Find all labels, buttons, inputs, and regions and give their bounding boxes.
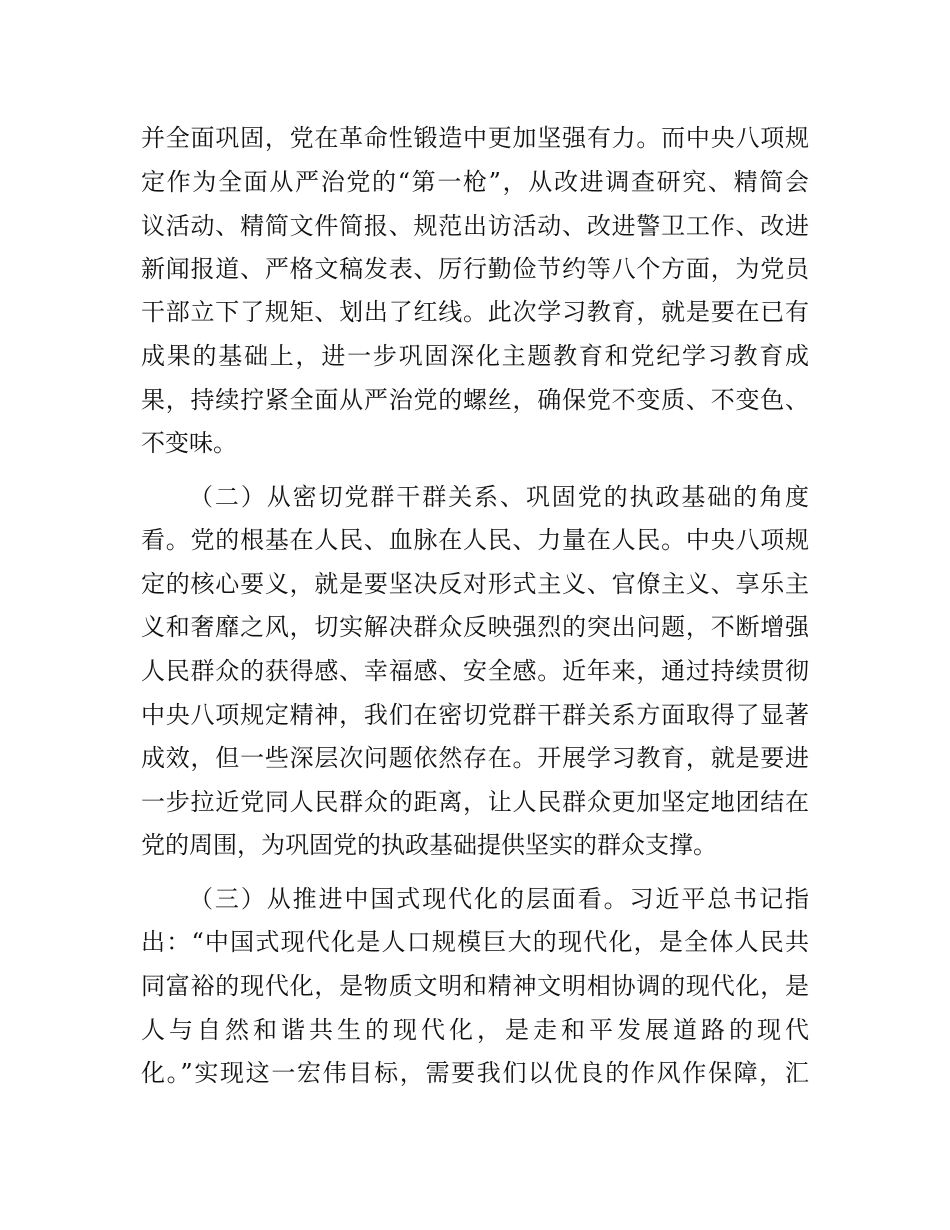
text-line: 成果的基础上，进一步巩固深化主题教育和党纪学习教育成 <box>141 342 809 370</box>
text-line: 中央八项规定精神，我们在密切党群干群关系方面取得了显著 <box>141 701 809 729</box>
text-line: 果，持续拧紧全面从严治党的螺丝，确保党不变质、不变色、 <box>141 386 809 414</box>
text-line: 干部立下了规矩、划出了红线。此次学习教育，就是要在已有 <box>141 298 809 326</box>
text-line: 不变味。 <box>141 429 237 457</box>
text-line: 定的核心要义，就是要坚决反对形式主义、官僚主义、享乐主 <box>141 570 809 598</box>
text-line: 成效，但一些深层次问题依然存在。开展学习教育，就是要进 <box>141 744 809 772</box>
section-heading-line: （二）从密切党群干群关系、巩固党的执政基础的角度 <box>189 483 809 511</box>
text-line: 定作为全面从严治党的“第一枪”，从改进调查研究、精简会 <box>141 168 809 196</box>
text-line: 同富裕的现代化，是物质文明和精神文明相协调的现代化，是 <box>141 972 809 1000</box>
section-heading-line: （三）从推进中国式现代化的层面看。习近平总书记指 <box>189 885 809 913</box>
text-line: 议活动、精简文件简报、规范出访活动、改进警卫工作、改进 <box>141 212 809 240</box>
text-line: 人与自然和谐共生的现代化，是走和平发展道路的现代 <box>141 1016 809 1044</box>
text-line: 看。党的根基在人民、血脉在人民、力量在人民。中央八项规 <box>141 526 809 554</box>
text-line: 一步拉近党同人民群众的距离，让人民群众更加坚定地团结在 <box>141 788 809 816</box>
text-line: 义和奢靡之风，切实解决群众反映强烈的突出问题，不断增强 <box>141 613 809 641</box>
text-line: 出：“中国式现代化是人口规模巨大的现代化，是全体人民共 <box>141 928 809 956</box>
text-line: 党的周围，为巩固党的执政基础提供坚实的群众支撑。 <box>141 831 717 859</box>
text-line: 化。”实现这一宏伟目标，需要我们以优良的作风作保障，汇 <box>141 1059 809 1087</box>
text-line: 新闻报道、严格文稿发表、厉行勤俭节约等八个方面，为党员 <box>141 255 809 283</box>
text-line: 人民群众的获得感、幸福感、安全感。近年来，通过持续贯彻 <box>141 657 809 685</box>
text-line: 并全面巩固，党在革命性锻造中更加坚强有力。而中央八项规 <box>141 124 809 152</box>
